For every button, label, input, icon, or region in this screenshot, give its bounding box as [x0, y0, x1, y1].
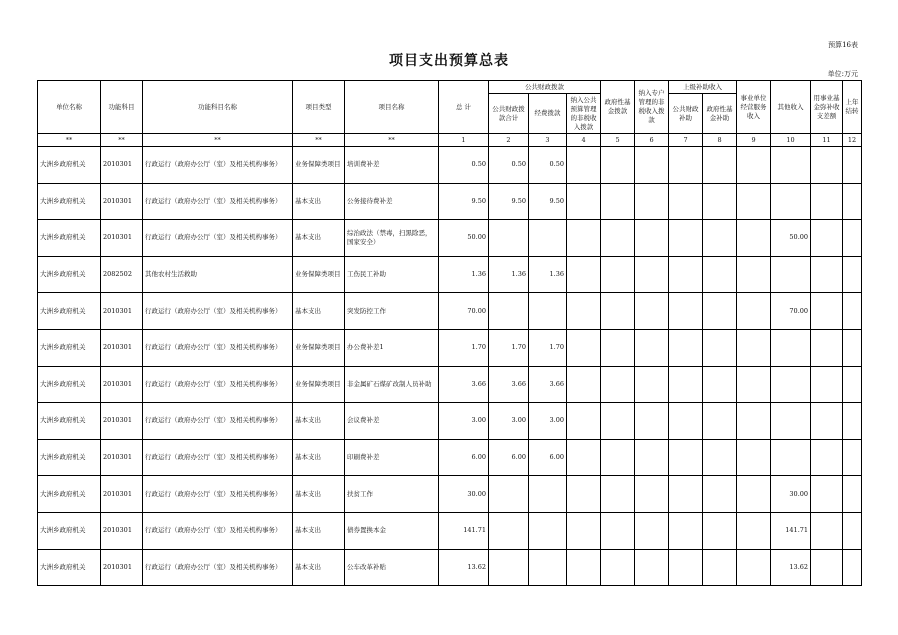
cell-other-income [771, 256, 811, 293]
cell-carryover [843, 293, 862, 330]
unit-label: 单位:万元 [827, 70, 858, 78]
cell-gov-fund [601, 147, 635, 184]
cell-hs-public [669, 147, 703, 184]
cell-project-name: 扶贫工作 [345, 476, 439, 513]
index-cell: 4 [567, 134, 601, 147]
cell-special-nontax [635, 183, 669, 220]
cell-project-name: 突发防控工作 [345, 293, 439, 330]
cell-total: 13.62 [439, 549, 489, 586]
cell-hs-public [669, 293, 703, 330]
cell-gov-fund [601, 403, 635, 440]
table-row [38, 549, 862, 586]
header-public-finance: 公共财政拨款 [489, 81, 601, 94]
cell-special-nontax [635, 366, 669, 403]
cell-total: 0.50 [439, 147, 489, 184]
header-special-nontax: 纳入专户管理的非税收入拨款 [635, 81, 669, 134]
cell-hs-public [669, 366, 703, 403]
cell-special-nontax [635, 293, 669, 330]
budget-table [37, 80, 862, 586]
header-biz-income: 事业单位经营服务收入 [737, 81, 771, 134]
header-unit-name: 单位名称 [38, 81, 101, 134]
cell-other-income [771, 403, 811, 440]
header-project-type: 项目类型 [293, 81, 345, 134]
cell-other-income: 30.00 [771, 476, 811, 513]
cell-unit-name: 大洲乡政府机关 [38, 549, 101, 586]
cell-gov-fund [601, 366, 635, 403]
cell-project-name: 印刷费补差 [345, 439, 439, 476]
cell-pf-nontax [567, 256, 601, 293]
cell-func-code: 2010301 [101, 329, 143, 366]
cell-pf-subtotal: 1.70 [489, 329, 529, 366]
cell-gov-fund [601, 256, 635, 293]
cell-project-type: 基本支出 [293, 403, 345, 440]
header-fund-cover: 用事业基金弥补收支差额 [811, 81, 843, 134]
cell-carryover [843, 476, 862, 513]
cell-biz-income [737, 293, 771, 330]
cell-special-nontax [635, 439, 669, 476]
cell-project-type: 基本支出 [293, 512, 345, 549]
cell-pf-subtotal [489, 293, 529, 330]
cell-func-code: 2010301 [101, 439, 143, 476]
cell-hs-gov-fund [703, 549, 737, 586]
cell-func-name: 行政运行（政府办公厅（室）及相关机构事务） [143, 293, 293, 330]
cell-other-income: 141.71 [771, 512, 811, 549]
cell-func-code: 2010301 [101, 220, 143, 257]
cell-fund-cover [811, 403, 843, 440]
cell-special-nontax [635, 549, 669, 586]
cell-func-code: 2010301 [101, 293, 143, 330]
cell-fund-cover [811, 476, 843, 513]
cell-hs-public [669, 220, 703, 257]
cell-unit-name: 大洲乡政府机关 [38, 256, 101, 293]
index-cell: 6 [635, 134, 669, 147]
cell-project-name: 债券置换本金 [345, 512, 439, 549]
cell-func-name: 行政运行（政府办公厅（室）及相关机构事务） [143, 366, 293, 403]
cell-hs-gov-fund [703, 147, 737, 184]
cell-special-nontax [635, 512, 669, 549]
cell-hs-gov-fund [703, 220, 737, 257]
cell-func-name: 行政运行（政府办公厅（室）及相关机构事务） [143, 147, 293, 184]
cell-pf-subtotal [489, 512, 529, 549]
cell-pf-nontax [567, 512, 601, 549]
header-pf-nontax: 纳入公共预算管理的非税收入拨款 [567, 94, 601, 134]
cell-biz-income [737, 512, 771, 549]
cell-pf-nontax [567, 183, 601, 220]
cell-func-name: 行政运行（政府办公厅（室）及相关机构事务） [143, 549, 293, 586]
cell-special-nontax [635, 403, 669, 440]
cell-biz-income [737, 147, 771, 184]
cell-carryover [843, 147, 862, 184]
index-cell: 8 [703, 134, 737, 147]
cell-hs-gov-fund [703, 366, 737, 403]
cell-total: 141.71 [439, 512, 489, 549]
cell-unit-name: 大洲乡政府机关 [38, 512, 101, 549]
cell-pf-funds: 1.70 [529, 329, 567, 366]
cell-hs-public [669, 476, 703, 513]
cell-project-name: 非金属矿石煤矿改制人员补助 [345, 366, 439, 403]
cell-carryover [843, 403, 862, 440]
cell-hs-gov-fund [703, 476, 737, 513]
table-row [38, 293, 862, 330]
cell-total: 1.70 [439, 329, 489, 366]
cell-pf-subtotal [489, 549, 529, 586]
cell-carryover [843, 439, 862, 476]
cell-pf-subtotal: 3.00 [489, 403, 529, 440]
cell-hs-gov-fund [703, 293, 737, 330]
header-hs-public: 公共财政补助 [669, 94, 703, 134]
cell-total: 70.00 [439, 293, 489, 330]
cell-pf-nontax [567, 439, 601, 476]
table-row [38, 512, 862, 549]
table-row [38, 366, 862, 403]
cell-biz-income [737, 183, 771, 220]
cell-pf-nontax [567, 476, 601, 513]
cell-func-code: 2010301 [101, 549, 143, 586]
cell-special-nontax [635, 220, 669, 257]
cell-project-type: 业务保障类项目 [293, 329, 345, 366]
cell-project-type: 基本支出 [293, 476, 345, 513]
index-cell: ** [143, 134, 293, 147]
page-title: 项目支出预算总表 [389, 53, 509, 69]
cell-gov-fund [601, 220, 635, 257]
cell-fund-cover [811, 329, 843, 366]
cell-func-name: 行政运行（政府办公厅（室）及相关机构事务） [143, 403, 293, 440]
cell-project-type: 基本支出 [293, 183, 345, 220]
table-row [38, 329, 862, 366]
cell-hs-public [669, 256, 703, 293]
cell-biz-income [737, 366, 771, 403]
cell-gov-fund [601, 512, 635, 549]
cell-carryover [843, 329, 862, 366]
index-cell: 1 [439, 134, 489, 147]
cell-gov-fund [601, 476, 635, 513]
header-project-name: 项目名称 [345, 81, 439, 134]
header-total: 总 计 [439, 81, 489, 134]
cell-unit-name: 大洲乡政府机关 [38, 476, 101, 513]
cell-pf-nontax [567, 220, 601, 257]
cell-unit-name: 大洲乡政府机关 [38, 439, 101, 476]
cell-unit-name: 大洲乡政府机关 [38, 183, 101, 220]
cell-project-name: 培训费补差 [345, 147, 439, 184]
cell-other-income [771, 439, 811, 476]
cell-pf-subtotal: 9.50 [489, 183, 529, 220]
cell-pf-subtotal: 0.50 [489, 147, 529, 184]
cell-unit-name: 大洲乡政府机关 [38, 220, 101, 257]
cell-hs-public [669, 183, 703, 220]
cell-carryover [843, 220, 862, 257]
cell-func-code: 2082502 [101, 256, 143, 293]
cell-project-name: 会议费补差 [345, 403, 439, 440]
index-cell: 9 [737, 134, 771, 147]
cell-total: 50.00 [439, 220, 489, 257]
cell-other-income: 70.00 [771, 293, 811, 330]
cell-project-type: 业务保障类项目 [293, 147, 345, 184]
cell-pf-subtotal: 1.36 [489, 256, 529, 293]
index-cell: 3 [529, 134, 567, 147]
cell-hs-gov-fund [703, 256, 737, 293]
cell-biz-income [737, 403, 771, 440]
cell-pf-funds: 0.50 [529, 147, 567, 184]
header-func-name: 功能科目名称 [143, 81, 293, 134]
cell-project-type: 基本支出 [293, 220, 345, 257]
cell-other-income [771, 147, 811, 184]
cell-func-code: 2010301 [101, 476, 143, 513]
cell-pf-subtotal [489, 476, 529, 513]
cell-unit-name: 大洲乡政府机关 [38, 293, 101, 330]
cell-gov-fund [601, 293, 635, 330]
cell-fund-cover [811, 256, 843, 293]
cell-hs-public [669, 439, 703, 476]
cell-hs-gov-fund [703, 403, 737, 440]
cell-carryover [843, 549, 862, 586]
index-cell: 2 [489, 134, 529, 147]
cell-special-nontax [635, 147, 669, 184]
cell-total: 1.36 [439, 256, 489, 293]
cell-other-income [771, 183, 811, 220]
cell-special-nontax [635, 329, 669, 366]
cell-pf-funds [529, 476, 567, 513]
cell-gov-fund [601, 329, 635, 366]
cell-project-type: 基本支出 [293, 439, 345, 476]
cell-hs-public [669, 512, 703, 549]
cell-project-type: 业务保障类项目 [293, 366, 345, 403]
cell-other-income [771, 366, 811, 403]
index-cell: ** [345, 134, 439, 147]
cell-unit-name: 大洲乡政府机关 [38, 366, 101, 403]
cell-pf-funds: 3.00 [529, 403, 567, 440]
cell-fund-cover [811, 147, 843, 184]
index-cell: ** [101, 134, 143, 147]
cell-fund-cover [811, 220, 843, 257]
cell-biz-income [737, 220, 771, 257]
cell-pf-nontax [567, 549, 601, 586]
cell-fund-cover [811, 549, 843, 586]
cell-hs-public [669, 549, 703, 586]
cell-carryover [843, 512, 862, 549]
index-cell: ** [293, 134, 345, 147]
cell-pf-funds: 1.36 [529, 256, 567, 293]
index-row [38, 134, 862, 147]
cell-fund-cover [811, 439, 843, 476]
cell-biz-income [737, 256, 771, 293]
table-row [38, 183, 862, 220]
cell-pf-nontax [567, 147, 601, 184]
cell-pf-funds [529, 512, 567, 549]
form-number: 预算16表 [828, 41, 858, 49]
cell-special-nontax [635, 476, 669, 513]
header-other-income: 其他收入 [771, 81, 811, 134]
cell-fund-cover [811, 366, 843, 403]
cell-hs-gov-fund [703, 183, 737, 220]
cell-other-income: 13.62 [771, 549, 811, 586]
header-func-code: 功能科目 [101, 81, 143, 134]
cell-project-name: 公车改革补贴 [345, 549, 439, 586]
cell-pf-funds [529, 549, 567, 586]
cell-special-nontax [635, 256, 669, 293]
cell-fund-cover [811, 293, 843, 330]
cell-gov-fund [601, 439, 635, 476]
cell-total: 6.00 [439, 439, 489, 476]
cell-pf-subtotal [489, 220, 529, 257]
cell-func-name: 行政运行（政府办公厅（室）及相关机构事务） [143, 220, 293, 257]
cell-pf-nontax [567, 403, 601, 440]
cell-func-code: 2010301 [101, 403, 143, 440]
cell-gov-fund [601, 549, 635, 586]
cell-project-type: 基本支出 [293, 549, 345, 586]
index-cell: 7 [669, 134, 703, 147]
cell-biz-income [737, 439, 771, 476]
cell-hs-public [669, 329, 703, 366]
cell-carryover [843, 183, 862, 220]
index-cell: 11 [811, 134, 843, 147]
header-hs-gov-fund: 政府性基金补助 [703, 94, 737, 134]
cell-total: 9.50 [439, 183, 489, 220]
cell-biz-income [737, 329, 771, 366]
cell-unit-name: 大洲乡政府机关 [38, 147, 101, 184]
header-pf-funds: 经费拨款 [529, 94, 567, 134]
header-gov-fund: 政府性基金拨款 [601, 81, 635, 134]
index-cell: 10 [771, 134, 811, 147]
cell-other-income: 50.00 [771, 220, 811, 257]
table-row [38, 256, 862, 293]
index-cell: 12 [843, 134, 862, 147]
index-cell: ** [38, 134, 101, 147]
cell-hs-gov-fund [703, 439, 737, 476]
cell-func-name: 行政运行（政府办公厅（室）及相关机构事务） [143, 183, 293, 220]
cell-carryover [843, 256, 862, 293]
cell-func-code: 2010301 [101, 183, 143, 220]
cell-fund-cover [811, 183, 843, 220]
table-row [38, 439, 862, 476]
cell-pf-funds: 9.50 [529, 183, 567, 220]
cell-project-name: 公务接待费补差 [345, 183, 439, 220]
cell-pf-subtotal: 6.00 [489, 439, 529, 476]
cell-other-income [771, 329, 811, 366]
cell-func-code: 2010301 [101, 147, 143, 184]
cell-gov-fund [601, 183, 635, 220]
cell-pf-funds [529, 293, 567, 330]
cell-func-name: 行政运行（政府办公厅（室）及相关机构事务） [143, 476, 293, 513]
header-pf-subtotal: 公共财政拨款合计 [489, 94, 529, 134]
cell-carryover [843, 366, 862, 403]
cell-pf-funds: 3.66 [529, 366, 567, 403]
cell-func-name: 行政运行（政府办公厅（室）及相关机构事务） [143, 439, 293, 476]
cell-project-name: 办公费补差1 [345, 329, 439, 366]
cell-hs-gov-fund [703, 512, 737, 549]
table-row [38, 147, 862, 184]
table-row [38, 220, 862, 257]
header-higher-subsidy: 上级补助收入 [669, 81, 737, 94]
cell-total: 3.00 [439, 403, 489, 440]
table-row [38, 403, 862, 440]
cell-hs-gov-fund [703, 329, 737, 366]
cell-func-name: 行政运行（政府办公厅（室）及相关机构事务） [143, 329, 293, 366]
cell-pf-funds: 6.00 [529, 439, 567, 476]
cell-hs-public [669, 403, 703, 440]
cell-project-type: 基本支出 [293, 293, 345, 330]
table-row [38, 476, 862, 513]
cell-pf-subtotal: 3.66 [489, 366, 529, 403]
cell-project-name: 工伤民工补助 [345, 256, 439, 293]
cell-biz-income [737, 476, 771, 513]
cell-biz-income [737, 549, 771, 586]
cell-pf-funds [529, 220, 567, 257]
cell-project-name: 综治政法（禁毒，扫黑除恶，国家安全） [345, 220, 439, 257]
cell-func-code: 2010301 [101, 366, 143, 403]
header-carryover: 上年结转 [843, 81, 862, 134]
cell-total: 3.66 [439, 366, 489, 403]
cell-func-name: 行政运行（政府办公厅（室）及相关机构事务） [143, 512, 293, 549]
cell-project-type: 业务保障类项目 [293, 256, 345, 293]
cell-fund-cover [811, 512, 843, 549]
cell-total: 30.00 [439, 476, 489, 513]
cell-pf-nontax [567, 366, 601, 403]
cell-unit-name: 大洲乡政府机关 [38, 329, 101, 366]
cell-pf-nontax [567, 293, 601, 330]
cell-func-name: 其他农村生活救助 [143, 256, 293, 293]
cell-unit-name: 大洲乡政府机关 [38, 403, 101, 440]
cell-func-code: 2010301 [101, 512, 143, 549]
cell-pf-nontax [567, 329, 601, 366]
index-cell: 5 [601, 134, 635, 147]
